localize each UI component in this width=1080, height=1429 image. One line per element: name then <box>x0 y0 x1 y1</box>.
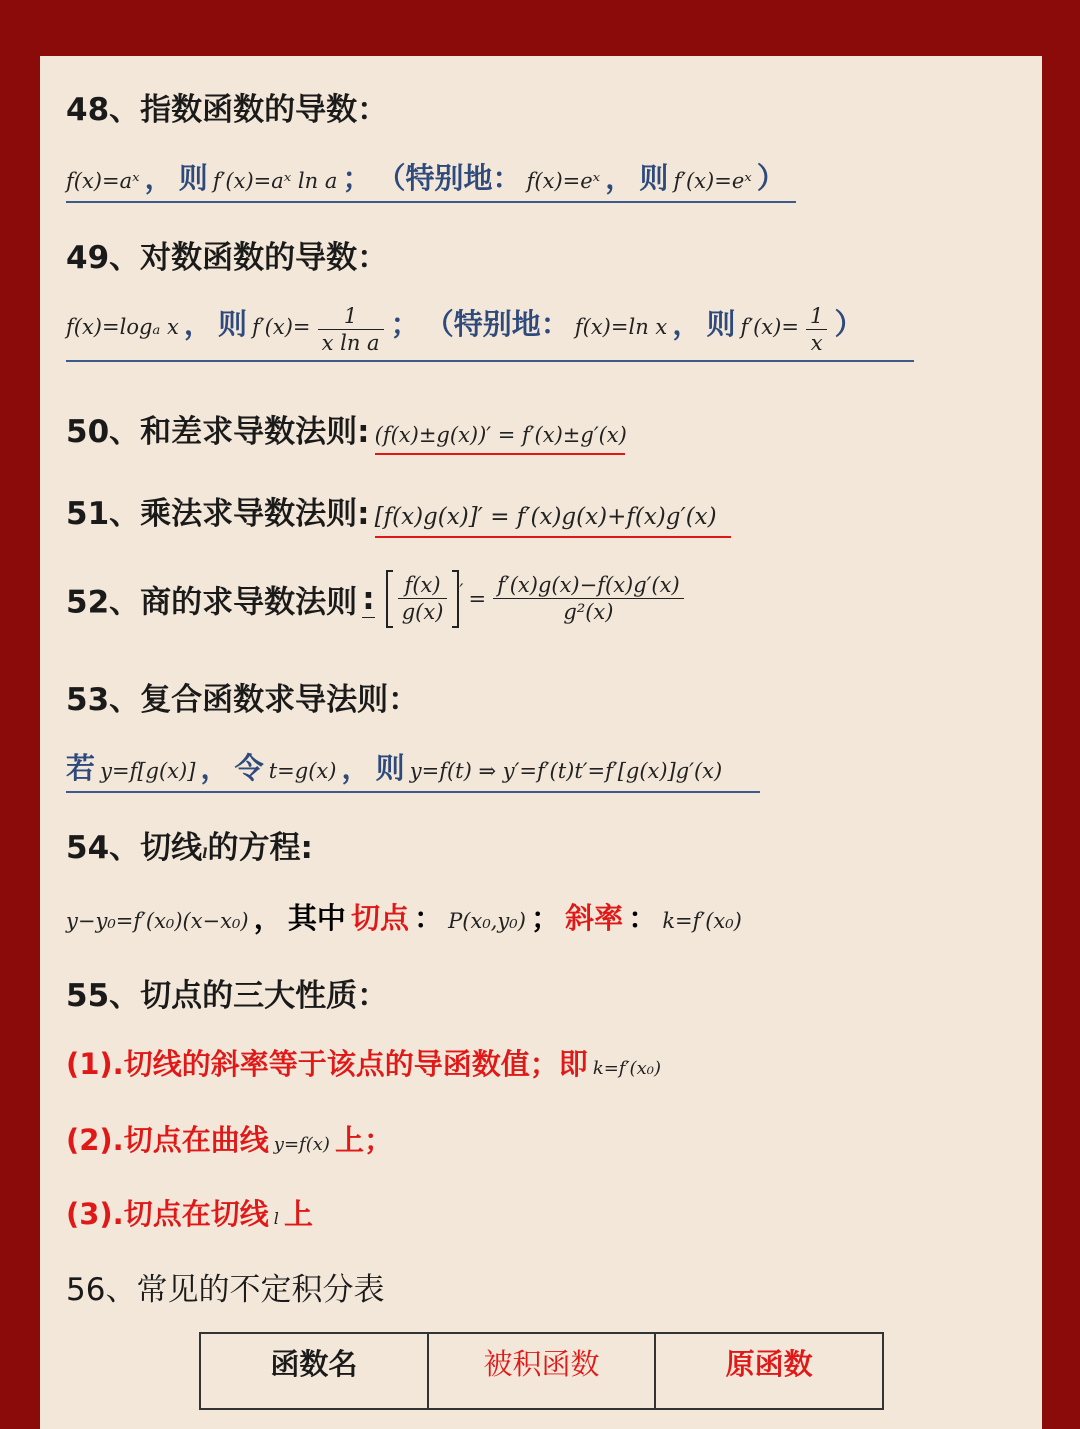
formula: f(x)=aˣ <box>66 169 140 193</box>
inner-fraction <box>398 572 448 626</box>
section-48-formula-line <box>66 156 796 203</box>
product-rule-formula: [f(x)g(x)]′ = f′(x)g(x)+f(x)g′(x) <box>375 504 731 538</box>
tangent-point-formula: P(x₀,y₀) <box>448 909 526 933</box>
fraction-denominator: x <box>810 331 823 355</box>
document-page <box>40 56 1042 1429</box>
colon: : <box>300 830 313 866</box>
fraction-numerator: 1 <box>318 303 384 330</box>
fraction-denominator: x ln a <box>321 331 380 355</box>
formula: y=f(t) ⇒ y′=f′(t)t′=f′[g(x)]g′(x) <box>409 759 723 783</box>
special-label: （特别地： <box>376 161 522 195</box>
section-53-formula-line <box>66 746 760 793</box>
comma: ， <box>605 161 635 195</box>
heading-text: 的方程 <box>207 830 301 866</box>
fraction-numerator: f′(x)g(x)−f(x)g′(x) <box>493 572 683 599</box>
equals: = <box>468 586 487 611</box>
prime: ′ <box>459 581 464 602</box>
line-symbol: l <box>202 846 208 862</box>
section-52-heading: 52、商的求导数法则 <box>66 584 358 621</box>
formula: f(x)=ln x <box>574 315 668 339</box>
fraction <box>318 303 384 357</box>
property-text: 上； <box>335 1123 394 1157</box>
section-55-heading: 55、切点的三大性质： <box>66 978 389 1014</box>
fraction-denominator: g²(x) <box>563 600 614 625</box>
let-label: 令 <box>234 751 264 785</box>
section-49-heading: 49、对数函数的导数： <box>66 240 389 276</box>
comma: ， <box>672 307 702 341</box>
fraction-numerator: f(x) <box>398 572 448 599</box>
comma: ， <box>144 161 174 195</box>
close-paren: ） <box>834 307 864 341</box>
table-header-cell: 原函数 <box>725 1347 813 1381</box>
formula: f′(x)= <box>252 315 311 339</box>
property-1 <box>66 1042 661 1083</box>
formula: y=f[g(x)] <box>100 759 196 783</box>
formula: f′(x)=aˣ ln a <box>212 169 338 193</box>
tangent-point-label: 切点 <box>350 901 409 935</box>
formula: y=f(x) <box>273 1134 330 1155</box>
section-56-heading: 56、常见的不定积分表 <box>66 1272 385 1308</box>
where-label: 其中 <box>287 901 346 935</box>
fraction-denominator: g(x) <box>401 600 444 625</box>
semicolon: ； <box>342 161 372 195</box>
property-text: (2).切点在曲线 <box>66 1123 269 1157</box>
section-51 <box>66 488 731 538</box>
sum-rule-formula: (f(x)±g(x))′ = f′(x)±g′(x) <box>375 423 625 455</box>
if-label: 若 <box>66 751 96 785</box>
property-text: (1).切线的斜率等于该点的导函数值；即 <box>66 1047 588 1081</box>
section-52 <box>66 570 686 628</box>
slope-label: 斜率 <box>565 901 624 935</box>
comma: ， <box>200 751 230 785</box>
line-symbol: l <box>273 1209 279 1228</box>
quotient-lhs <box>386 570 464 628</box>
bracket <box>386 570 460 628</box>
comma: ， <box>341 751 371 785</box>
integral-table <box>199 1332 884 1410</box>
comma: ， <box>183 307 213 341</box>
section-48-heading: 48、指数函数的导数： <box>66 92 389 128</box>
property-text: (3).切点在切线 <box>66 1197 269 1231</box>
close-paren: ） <box>756 161 786 195</box>
formula: k=f′(x₀) <box>592 1058 661 1079</box>
formula: f′(x)= <box>740 315 799 339</box>
semicolon: ； <box>531 901 561 935</box>
colon: : <box>362 580 375 617</box>
section-49-formula-line <box>66 302 914 362</box>
quotient-rhs <box>493 572 683 626</box>
colon: ： <box>414 901 444 935</box>
heading-text: 54、切线 <box>66 830 203 866</box>
then-label: 则 <box>639 161 669 195</box>
semicolon: ； <box>390 307 420 341</box>
special-label: （特别地： <box>424 307 570 341</box>
then-label: 则 <box>706 307 736 341</box>
table-header-cell: 函数名 <box>201 1334 429 1408</box>
tangent-equation: y−y₀=f′(x₀)(x−x₀) <box>66 909 249 933</box>
table-header-cell: 被积函数 <box>429 1334 657 1408</box>
then-label: 则 <box>218 307 248 341</box>
formula: f(x)=eˣ <box>526 169 601 193</box>
property-2 <box>66 1118 393 1159</box>
fraction-numerator: 1 <box>806 303 827 330</box>
then-label: 则 <box>178 161 208 195</box>
property-3 <box>66 1192 313 1233</box>
formula: t=g(x) <box>268 759 337 783</box>
section-53-heading: 53、复合函数求导法则： <box>66 682 420 718</box>
section-54-heading <box>66 822 313 867</box>
section-54-formula-line <box>66 896 742 937</box>
slope-formula: k=f′(x₀) <box>662 909 742 933</box>
fraction <box>806 303 827 357</box>
then-label: 则 <box>375 751 405 785</box>
comma: ， <box>253 901 283 935</box>
section-50 <box>66 406 625 455</box>
property-text: 上 <box>284 1197 314 1231</box>
formula: f′(x)=eˣ <box>673 169 752 193</box>
section-50-heading: 50、和差求导数法则: <box>66 414 370 450</box>
section-51-heading: 51、乘法求导数法则: <box>66 496 370 532</box>
formula: f(x)=logₐ x <box>66 315 179 339</box>
colon: ： <box>628 901 658 935</box>
